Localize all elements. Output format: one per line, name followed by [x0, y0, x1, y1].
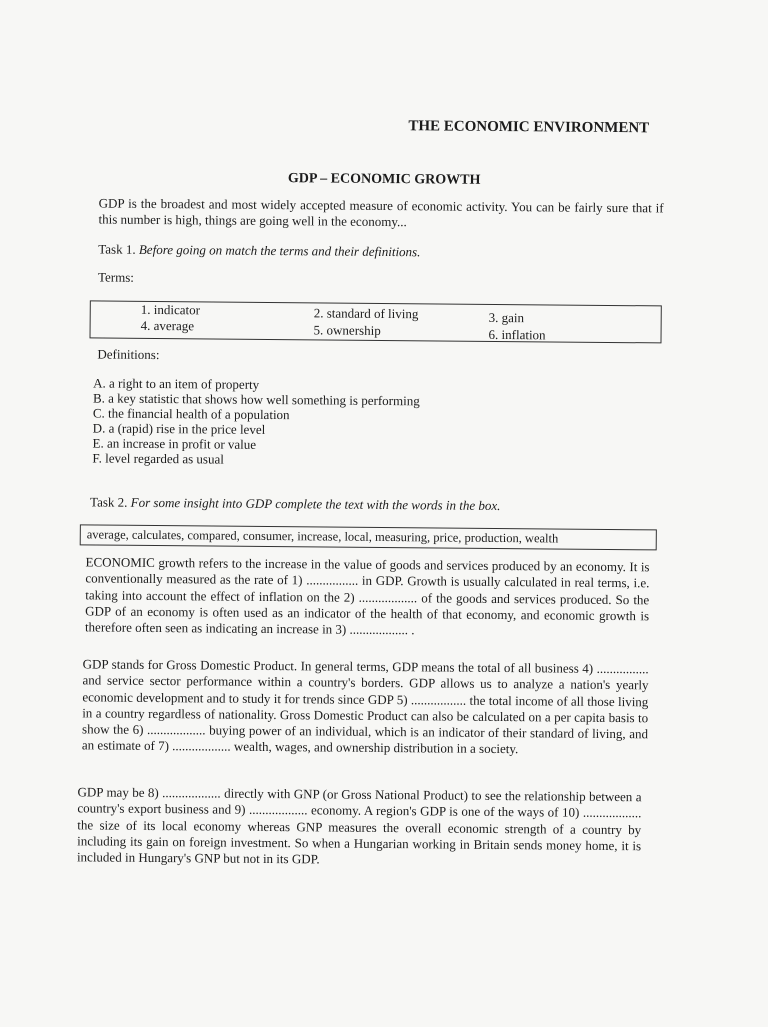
definitions-label: Definitions:	[97, 346, 160, 363]
word-box: average, calculates, compared, consumer, increase, local, measuring, price, production, wealth	[80, 524, 657, 550]
task2-label: Task 2.	[90, 494, 128, 510]
definition-item: D. a (rapid) rise in the price level	[92, 420, 266, 437]
task2-heading	[90, 494, 650, 515]
task1-instruction: Before going on match the terms and their definitions.	[138, 241, 421, 260]
definition-item: F. level regarded as usual	[92, 450, 224, 467]
definitions-list	[92, 375, 513, 469]
definition-item: B. a key statistic that shows how well something is performing	[92, 390, 420, 409]
task1-label: Task 1.	[98, 241, 136, 257]
task2-instruction: For some insight into GDP complete the text with the words in the box.	[130, 494, 501, 514]
term-item: 5. ownership	[313, 322, 381, 338]
terms-box	[90, 300, 662, 343]
term-item: 4. average	[140, 317, 195, 334]
term-item: 2. standard of living	[313, 305, 419, 322]
task1-heading	[98, 241, 658, 262]
task2-paragraph-1: ECONOMIC growth refers to the increase in the value of goods and services produced by an economy. It is conventionally measured as the rate of 1) ................ in GDP. Growth is usually calculated in real terms, i.e. taking into account the effect of inflation on the 2) .................. of the goods and services produced. So the GDP of an economy is often used as an indicator of the health of that economy, and economic growth is therefore often seen as indicating an increase in 3) .................. .	[84, 554, 650, 638]
term-item: 1. indicator	[140, 301, 201, 318]
term-item: 6. inflation	[488, 326, 546, 343]
definition-item: A. a right to an item of property	[93, 375, 260, 392]
definition-item: C. the financial health of a population	[92, 405, 290, 423]
section-title: GDP – ECONOMIC GROWTH	[287, 171, 481, 188]
intro-paragraph: GDP is the broadest and most widely accepted measure of economic activity. You can be fairly sure that if this number is high, things are going well in the economy...	[98, 195, 664, 230]
task2-paragraph-2: GDP stands for Gross Domestic Product. In general terms, GDP means the total of all business 4) ................ and service sector performance within a country's borders. GDP allows us to analyze a nation's yearly economic development and to study it for trends since GDP 5) ................. the total income of all those living in a country regardless of nationality. Gross Domestic Product can also be calculated on a per capita basis to show the 6) .................. buying power of an individual, which is an indicator of their standard of living, and an estimate of 7) .................. wealth, wages, and ownership distribution in a society.	[81, 656, 649, 757]
document-title: THE ECONOMIC ENVIRONMENT	[408, 118, 650, 137]
task2-paragraph-3: GDP may be 8) .................. directly with GNP (or Gross National Product) to see the relationship between a country's export business and 9) .................. economy. A region's GDP is one of the ways of 10) .................. the size of its local economy whereas GNP measures the overall economic strength of a country by including its gain on foreign investment. So when a Hungarian working in Britain sends money home, it is included in Hungary's GNP but not in its GDP.	[76, 784, 642, 867]
definition-item: E. an increase in profit or value	[92, 435, 257, 452]
term-item: 3. gain	[488, 309, 525, 326]
terms-label: Terms:	[97, 269, 135, 285]
